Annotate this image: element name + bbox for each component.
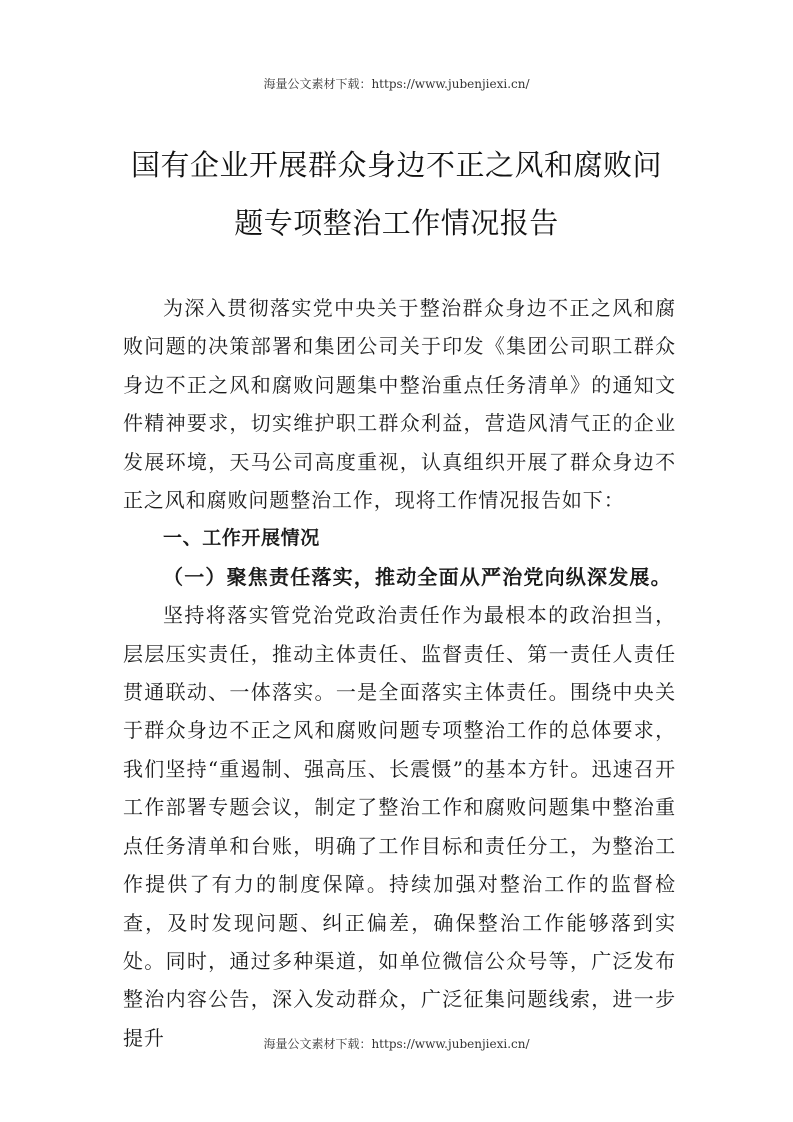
title-line-1: 国有企业开展群众身边不正之风和腐败问	[130, 148, 662, 182]
document-title	[0, 136, 793, 252]
subsection-heading: （一）聚焦责任落实，推动全面从严治党向纵深发展。	[163, 564, 672, 589]
section-heading: 一、工作开展情况	[163, 527, 320, 550]
header-note: 海量公文素材下载：https://www.jubenjiexi.cn/	[263, 77, 530, 91]
document-body	[123, 289, 676, 1057]
body-paragraph: 坚持将落实管党治党政治责任作为最根本的政治担当，层层压实责任，推动主体责任、监督责任、第一责任人责任贯通联动、一体落实。一是全面落实主体责任。围绕中央关于群众身边不正之风和腐败问题专项整治工作的总体要求，我们坚持“重遏制、强高压、长震慑”的基本方针。迅速召开工作部署专题会议，制定了整治工作和腐败问题集中整治重点任务清单和台账，明确了工作目标和责任分工，为整治工作提供了有力的制度保障。持续加强对整治工作的监督检查，及时发现问题、纠正偏差，确保整治工作能够落到实处。同时，通过多种渠道，如单位微信公众号等，广泛发布整治内容公告，深入发动群众，广泛征集问题线索，进一步提升	[123, 603, 676, 1050]
footer-note: 海量公文素材下载：https://www.jubenjiexi.cn/	[263, 1037, 530, 1051]
intro-paragraph: 为深入贯彻落实党中央关于整治群众身边不正之风和腐败问题的决策部署和集团公司关于印发《集团公司职工群众身边不正之风和腐败问题集中整治重点任务清单》的通知文件精神要求，切实维护职工群众利益，营造风清气正的企业发展环境，天马公司高度重视，认真组织开展了群众身边不正之风和腐败问题整治工作，现将工作情况报告如下：	[123, 296, 676, 513]
title-line-2: 题专项整治工作情况报告	[234, 206, 559, 240]
